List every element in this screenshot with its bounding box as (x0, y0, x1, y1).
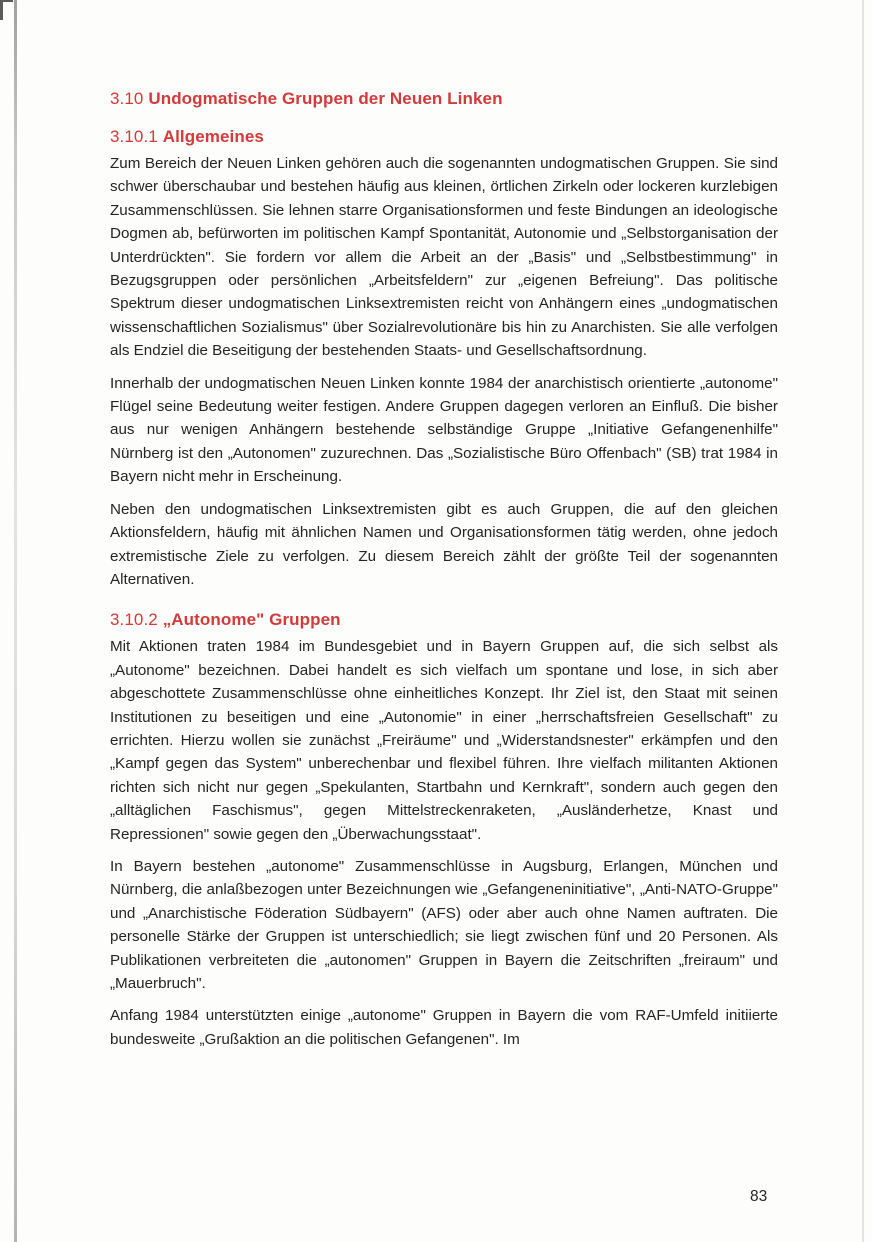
subsection-number: 3.10.1 (110, 127, 158, 146)
paragraph: Zum Bereich der Neuen Linken gehören auch die sogenannten undogmatischen Gruppen. Sie sind schwer überschaubar und bestehen häufig aus kleinen, örtlichen Zirkeln oder lockeren kurzlebigen Zusammenschlüssen. Sie lehnen starre Organisationsformen und feste Bindungen an ideologische Dogmen ab, befürworten im politischen Kampf Spontanität, Autonomie und „Selbstorganisation der Unterdrückten". Sie fordern vor allem die Arbeit an der „Basis" und „Selbstbestimmung" in Bezugsgruppen oder persönlichen „Arbeitsfeldern" zur „eigenen Befreiung". Das politische Spektrum dieser undogmatischen Linksextremisten reicht von Anhängern eines „undogmatischen wissenschaftlichen Sozialismus" über Sozialrevolutionäre bis hin zu Anarchisten. Sie alle verfolgen als Endziel die Beseitigung der bestehenden Staats- und Gesellschaftsordnung. (110, 155, 778, 360)
paragraph: Innerhalb der undogmatischen Neuen Linken konnte 1984 der anarchistisch orientierte „autonome" Flügel seine Bedeutung weiter festigen. Andere Gruppen dagegen verloren an Einfluß. Die bisher aus nur wenigen Anhängern bestehende selbständige Gruppe „Initiative Gefangenenhilfe" Nürnberg ist den „Autonomen" zuzurechnen. Das „Sozialistische Büro Offenbach" (SB) trat 1984 in Bayern nicht mehr in Erscheinung. (110, 374, 778, 486)
page-number: 83 (750, 1188, 768, 1205)
section-number: 3.10 (110, 89, 144, 108)
scan-edge-right (862, 0, 864, 1242)
page-content (110, 88, 778, 1060)
subsection-number: 3.10.2 (110, 610, 158, 630)
paragraph: Neben den undogmatischen Linksextremisten gibt es auch Gruppen, die auf den gleichen Aktionsfeldern, häufig mit ähnlichen Namen und Organisationsformen tätig werden, ohne jedoch extremistische Ziele zu verfolgen. Zu diesem Bereich zählt der größte Teil der sogenannten Alternativen. (110, 500, 778, 588)
section-heading (110, 88, 778, 110)
subsection-title: Allgemeines (162, 127, 264, 146)
scan-edge-mark (0, 0, 13, 20)
paragraph: Anfang 1984 unterstützten einige „autonome" Gruppen in Bayern die vom RAF-Umfeld initiierte bundesweite „Grußaktion an die politischen Gefangenen". Im (110, 1007, 778, 1048)
paragraph: Mit Aktionen traten 1984 im Bundesgebiet und in Bayern Gruppen auf, die sich selbst als „Autonome" bezeichnen. Dabei handelt es sich vielfach um spontane und lose, in sich aber abgeschottete Zusammenschlüsse ohne einheitliches Konzept. Ihr Ziel ist, den Staat mit seinen Institutionen zu beseitigen und eine „Autonomie" in einer „herrschaftsfreien Gesellschaft" zu errichten. Hierzu wollen sie zunächst „Freiräume" und „Widerstandsnester" erkämpfen und den „Kampf gegen das System" unberechenbar und flexibel führen. Ihre vielfach militanten Aktionen richten sich nicht nur gegen „Spekulanten, Startbahn und Kernkraft", sondern auch gegen den „alltäglichen Faschismus", gegen Mittelstreckenraketen, „Ausländerhetze, Knast und Repressionen" sowie gegen den „Überwachungsstaat". (110, 638, 778, 843)
section-title: Undogmatische Gruppen der Neuen Linken (148, 89, 503, 108)
subsection-heading-allgemeines (110, 126, 778, 148)
subsection-title: „Autonome" Gruppen (162, 610, 341, 630)
paragraph: In Bayern bestehen „autonome" Zusammenschlüsse in Augsburg, Erlangen, München und Nürnberg, die anlaßbezogen unter Bezeichnungen wie „Gefangeneninitiative", „Anti-NATO-Gruppe" und „Anarchistische Föderation Südbayern" (AFS) oder aber auch ohne Namen auftraten. Die personelle Stärke der Gruppen ist unterschiedlich; sie liegt zwischen fünf und 20 Personen. Als Publikationen verbreiteten die „autonomen" Gruppen in Bayern die Zeitschriften „freiraum" und „Mauerbruch". (110, 857, 778, 992)
subsection-heading-autonome (110, 609, 778, 631)
scan-binding-shadow (14, 0, 17, 1242)
